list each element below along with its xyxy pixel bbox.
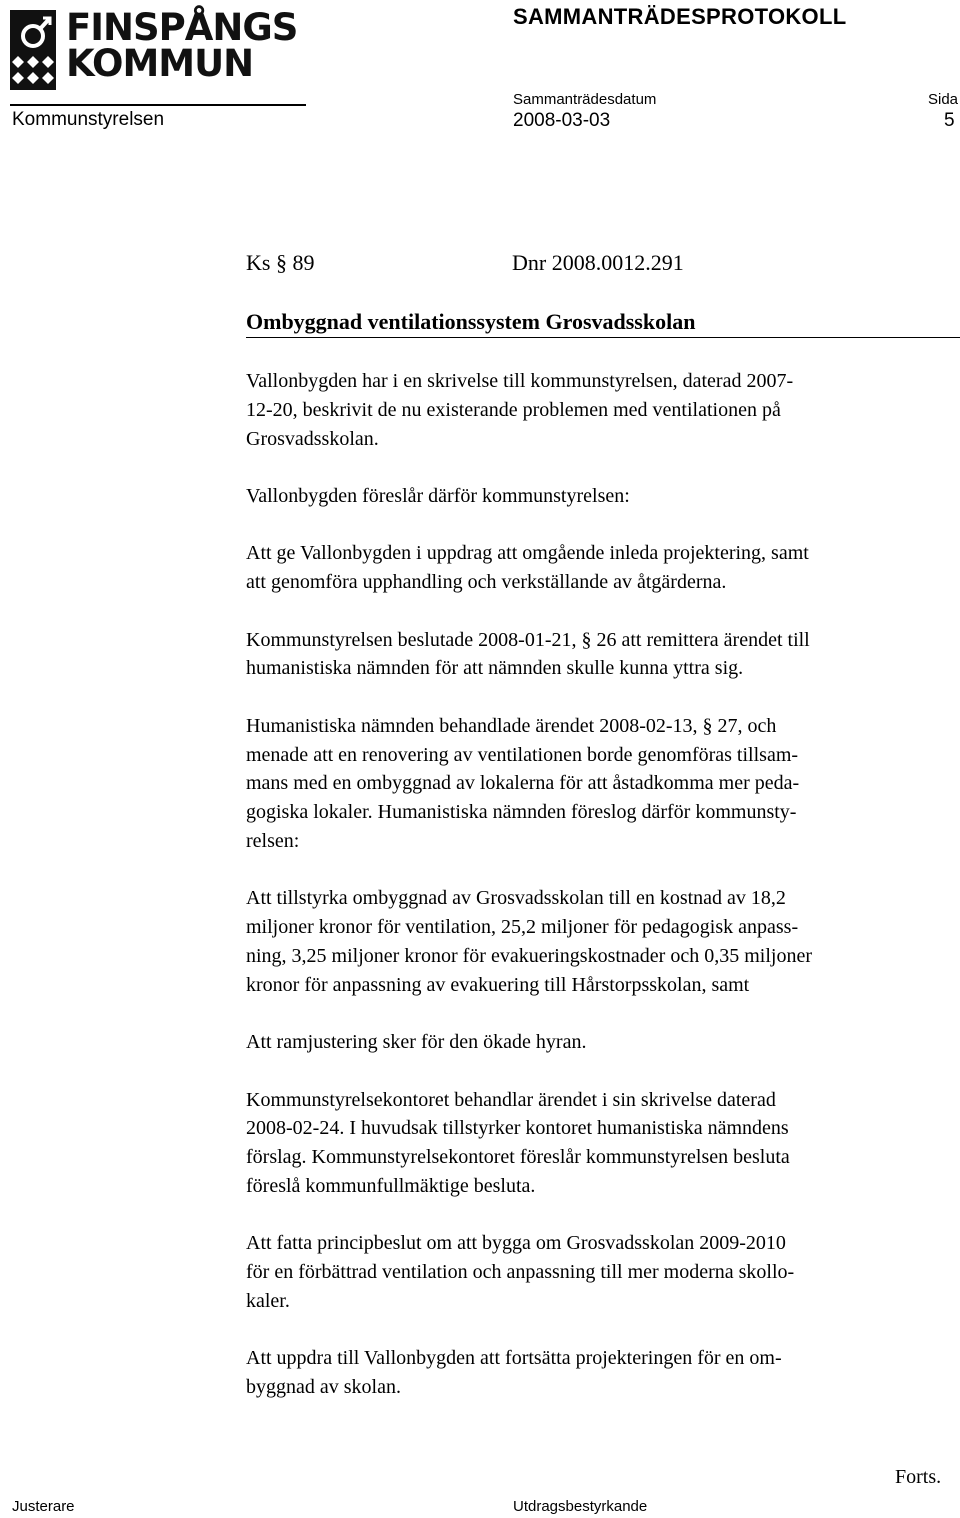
document-type: SAMMANTRÄDESPROTOKOLL: [513, 4, 847, 29]
body-paragraph: Att uppdra till Vallonbygden att fortsätta projekteringen för en om- byggnad av skolan.: [246, 1347, 782, 1399]
justerare-label: Justerare: [12, 1498, 75, 1515]
page-label: Sida: [928, 91, 959, 108]
municipality-logo: [10, 6, 310, 90]
meeting-date-label: Sammanträdesdatum: [513, 91, 657, 108]
page-number: 5: [944, 110, 955, 131]
extract-label: Utdragsbestyrkande: [513, 1498, 648, 1515]
body-paragraph: Vallonbygden föreslår därför kommunstyrelsen:: [246, 484, 630, 507]
continued-marker: Forts.: [895, 1466, 942, 1488]
case-number: Ks § 89: [246, 250, 315, 275]
body-paragraph: Vallonbygden har i en skrivelse till kommunstyrelsen, daterad 2007- 12-20, beskrivit de nu existerande problemen med ventilationen på Grosvadsskolan.: [246, 370, 794, 450]
logo-line-1: FINSPÅNGS: [66, 6, 298, 49]
body-paragraph: Att fatta principbeslut om att bygga om Grosvadsskolan 2009-2010 för en förbättrad ventilation och anpassning till mer moderna skollo- kaler.: [246, 1232, 795, 1312]
logo-line-2: KOMMUN: [66, 42, 254, 85]
coat-of-arms-icon: [10, 10, 56, 90]
body-paragraph: Kommunstyrelsen beslutade 2008-01-21, § 26 att remittera ärendet till humanistiska nämnden för att nämnden skulle kunna yttra sig.: [246, 628, 810, 680]
body-paragraph: Humanistiska nämnden behandlade ärendet 2008-02-13, § 27, och menade att en renovering av ventilationen borde genomföras tillsam- mans med en ombyggnad av lokalerna för att åstadkomma mer peda- gogiska lokaler. Humanistiska nämnden föreslog därför kommunsty- relsen:: [246, 714, 800, 852]
protocol-body: [246, 367, 958, 1430]
title-divider: [246, 337, 960, 338]
organization-name: Kommunstyrelsen: [12, 109, 165, 130]
meeting-date: 2008-03-03: [513, 110, 611, 131]
body-paragraph: Att ramjustering sker för den ökade hyran.: [246, 1031, 587, 1054]
case-title: Ombyggnad ventilationssystem Grosvadsskolan: [246, 309, 696, 334]
body-paragraph: Att tillstyrka ombyggnad av Grosvadsskolan till en kostnad av 18,2 miljoner kronor för ventilation, 25,2 miljoner för pedagogisk anpass- ning, 3,25 miljoner kronor för evakueringskostnader och 0,35 miljoner kronor för anpassning av evakuering till Hårstorpsskolan, samt: [246, 887, 812, 996]
body-paragraph: Kommunstyrelsekontoret behandlar ärendet i sin skrivelse daterad 2008-02-24. I huvudsak tillstyrker kontoret humanistiska nämndens förslag. Kommunstyrelsekontoret föreslår kommunstyrelsen besluta föreslå kommunfullmäktige besluta.: [246, 1088, 790, 1197]
body-paragraph: Att ge Vallonbygden i uppdrag att omgående inleda projektering, samt att genomföra upphandling och verkställande av åtgärderna.: [246, 542, 809, 594]
logo-wordmark: [66, 6, 298, 85]
registration-number: Dnr 2008.0012.291: [512, 250, 684, 275]
header-divider: [10, 104, 306, 106]
